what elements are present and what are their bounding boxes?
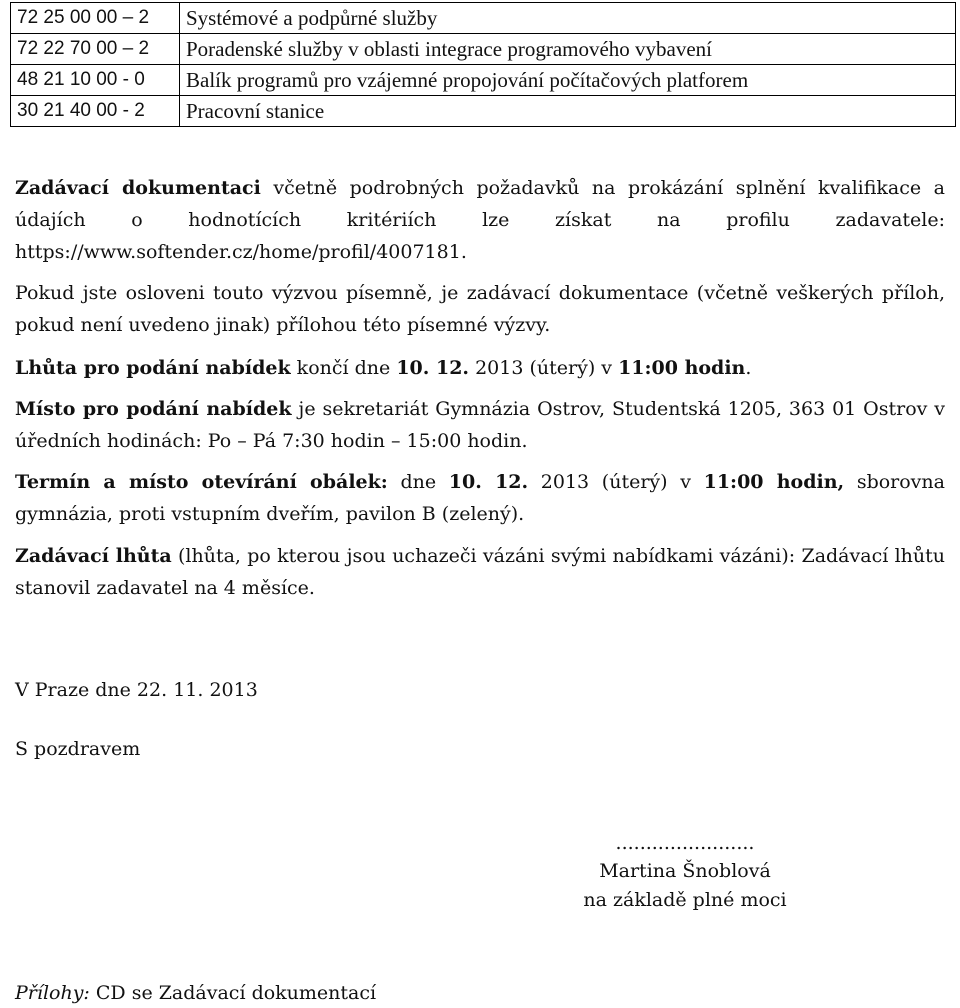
opening-date: 10. 12. <box>448 471 529 493</box>
binding-period-text: (lhůta, po kterou jsou uchazeči vázáni svými nabídkami vázáni): Zadávací lhůtu stanovil zadavatel na 4 měsíce. <box>15 545 945 599</box>
submission-place-label: Místo pro podání nabídek <box>15 398 292 420</box>
greeting: S pozdravem <box>15 738 141 760</box>
signature-line: ....................... <box>615 832 755 854</box>
opening-text-3: sborovna gymnázia, proti vstupním dveřím, pavilon B (zelený). <box>15 471 945 525</box>
cpv-row <box>11 34 956 65</box>
signer-role: na základě plné moci <box>583 889 787 911</box>
deadline-label: Lhůta pro podání nabídek <box>15 357 291 379</box>
deadline-text-3: . <box>745 357 752 379</box>
opening-text-2: 2013 (úterý) v <box>528 471 704 493</box>
deadline-time: 11:00 hodin <box>618 357 746 379</box>
cpv-row <box>11 3 956 34</box>
documentation-paragraph <box>15 172 945 268</box>
attachments-line <box>15 978 376 1008</box>
cpv-description: Pracovní stanice <box>180 96 956 127</box>
cpv-description: Balík programů pro vzájemné propojování počítačových platforem <box>180 65 956 96</box>
submission-place-text: je sekretariát Gymnázia Ostrov, Studentská 1205, 363 01 Ostrov v úředních hodinách: Po – Pá 7:30 hodin – 15:00 hodin. <box>15 398 945 452</box>
binding-period-label: Zadávací lhůta <box>15 545 172 567</box>
opening-label: Termín a místo otevírání obálek: <box>15 471 388 493</box>
deadline-paragraph <box>15 352 945 384</box>
place-date: V Praze dne 22. 11. 2013 <box>15 679 258 701</box>
opening-time: 11:00 hodin, <box>703 471 845 493</box>
cpv-description: Systémové a podpůrné služby <box>180 3 956 34</box>
attachments-text: CD se Zadávací dokumentací <box>89 982 377 1004</box>
attachments-label: Přílohy: <box>15 982 90 1004</box>
deadline-date: 10. 12. <box>396 357 470 379</box>
opening-paragraph <box>15 466 945 530</box>
written-invitation-text: Pokud jste osloveni touto výzvou písemně, je zadávací dokumentace (včetně veškerých příloh, pokud není uvedeno jinak) přílohou této písemné výzvy. <box>15 282 945 336</box>
binding-period-paragraph <box>15 540 945 604</box>
signer-name: Martina Šnoblová <box>599 860 771 882</box>
cpv-code: 30 21 40 00 - 2 <box>11 96 180 127</box>
cpv-codes-table <box>10 2 956 127</box>
cpv-code: 72 22 70 00 – 2 <box>11 34 180 65</box>
cpv-code: 48 21 10 00 - 0 <box>11 65 180 96</box>
deadline-text-2: 2013 (úterý) v <box>469 357 619 379</box>
written-invitation-paragraph <box>15 277 945 341</box>
deadline-text-1: končí dne <box>290 357 397 379</box>
documentation-label: Zadávací dokumentaci <box>15 177 261 199</box>
cpv-description: Poradenské služby v oblasti integrace programového vybavení <box>180 34 956 65</box>
cpv-row <box>11 65 956 96</box>
opening-text-1: dne <box>387 471 449 493</box>
documentation-text: včetně podrobných požadavků na prokázání splnění kvalifikace a údajích o hodnotících kritériích lze získat na profilu zadavatele: https://www.softender.cz/home/profil/4007181. <box>15 177 945 263</box>
submission-place-paragraph <box>15 393 945 457</box>
cpv-code: 72 25 00 00 – 2 <box>11 3 180 34</box>
cpv-row <box>11 96 956 127</box>
